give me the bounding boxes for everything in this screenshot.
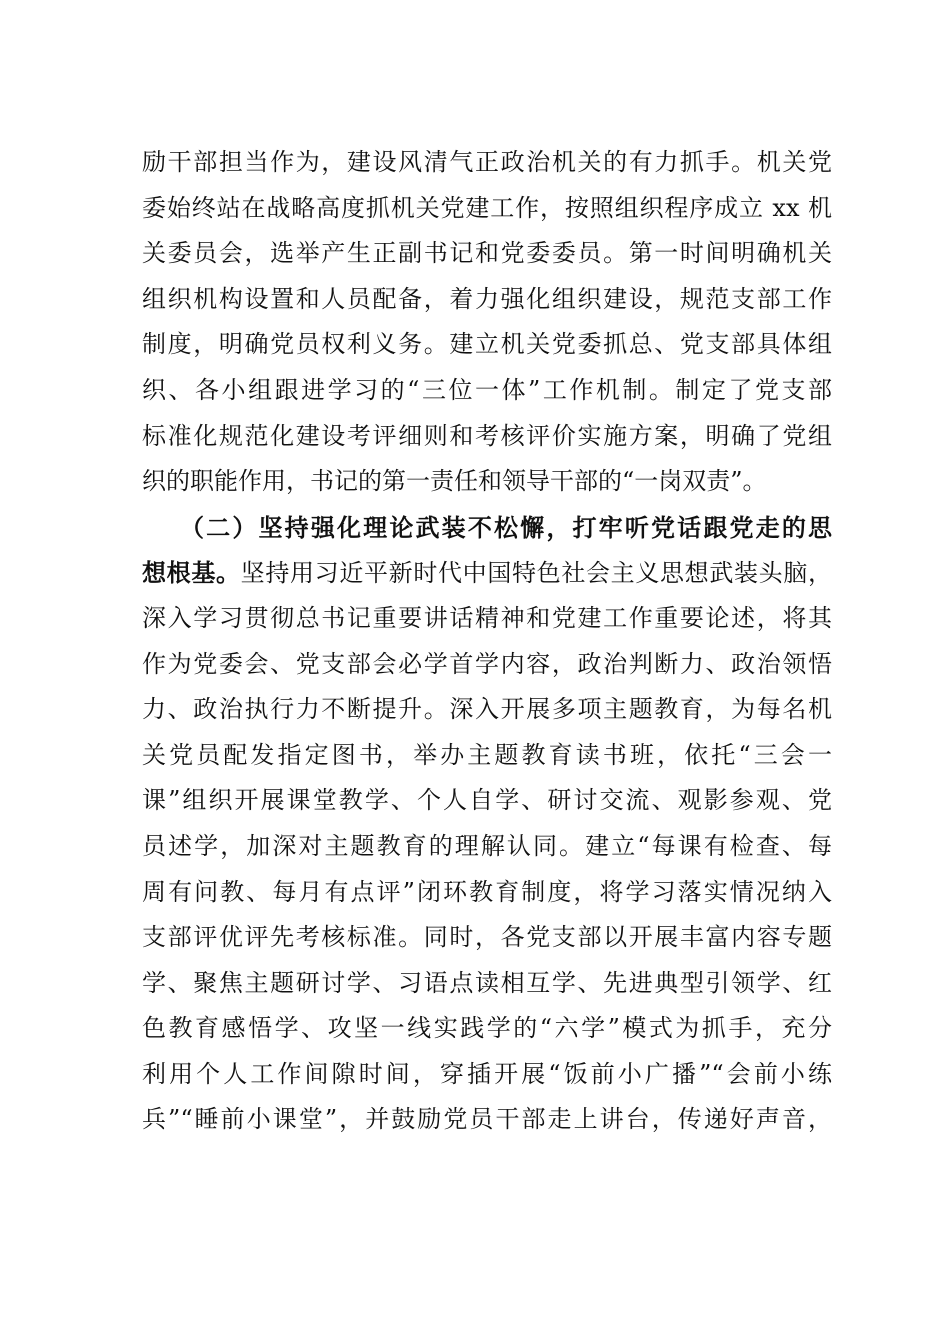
section-heading-end: 想根基。 <box>142 558 241 588</box>
text-line: 深入学习贯彻总书记重要讲话精神和党建工作重要论述，将其 <box>142 603 832 632</box>
text-line: 员述学，加深对主题教育的理解认同。建立“每课有检查、每 <box>142 831 832 860</box>
text-line: 关委员会，选举产生正副书记和党委委员。第一时间明确机关 <box>142 239 832 268</box>
text-line <box>142 550 832 596</box>
text-line-rest: 坚持用习近平新时代中国特色社会主义思想武装头脑， <box>240 559 833 588</box>
text-line: 织的职能作用，书记的第一责任和领导干部的“一岗双责”。 <box>142 467 767 496</box>
text-line: 励干部担当作为，建设风清气正政治机关的有力抓手。机关党 <box>142 148 832 176</box>
document-body <box>142 140 832 1143</box>
paragraph-2 <box>142 505 832 1143</box>
text-line: 色教育感悟学、攻坚一线实践学的“六学”模式为抓手，充分 <box>142 1014 832 1043</box>
text-line: 织、各小组跟进学习的“三位一体”工作机制。制定了党支部 <box>142 375 832 404</box>
text-line: 关党员配发指定图书，举办主题教育读书班，依托“三会一 <box>142 740 832 769</box>
section-heading: （二）坚持强化理论武装不松懈，打牢听党话跟党走的思 <box>180 512 832 542</box>
text-line: 力、政治执行力不断提升。深入开展多项主题教育，为每名机 <box>142 695 832 724</box>
text-line: 作为党委会、党支部会必学首学内容，政治判断力、政治领悟 <box>142 649 832 678</box>
text-line: 学、聚焦主题研讨学、习语点读相互学、先进典型引领学、红 <box>142 968 832 997</box>
paragraph-1 <box>142 140 832 505</box>
text-line: 委始终站在战略高度抓机关党建工作，按照组织程序成立 xx 机 <box>142 193 832 222</box>
text-line: 支部评优评先考核标准。同时，各党支部以开展丰富内容专题 <box>142 923 832 952</box>
text-line: 兵”“睡前小课堂”，并鼓励党员干部走上讲台，传递好声音， <box>142 1105 832 1134</box>
text-line: 利用个人工作间隙时间，穿插开展“饭前小广播”“会前小练 <box>142 1059 832 1088</box>
text-line: 标准化规范化建设考评细则和考核评价实施方案，明确了党组 <box>142 421 832 450</box>
text-line: 课”组织开展课堂教学、个人自学、研讨交流、观影参观、党 <box>142 786 832 815</box>
text-line: 制度，明确党员权利义务。建立机关党委抓总、党支部具体组 <box>142 330 832 359</box>
text-line: 组织机构设置和人员配备，着力强化组织建设，规范支部工作 <box>142 284 832 313</box>
text-line: 周有问教、每月有点评”闭环教育制度，将学习落实情况纳入 <box>142 877 832 906</box>
